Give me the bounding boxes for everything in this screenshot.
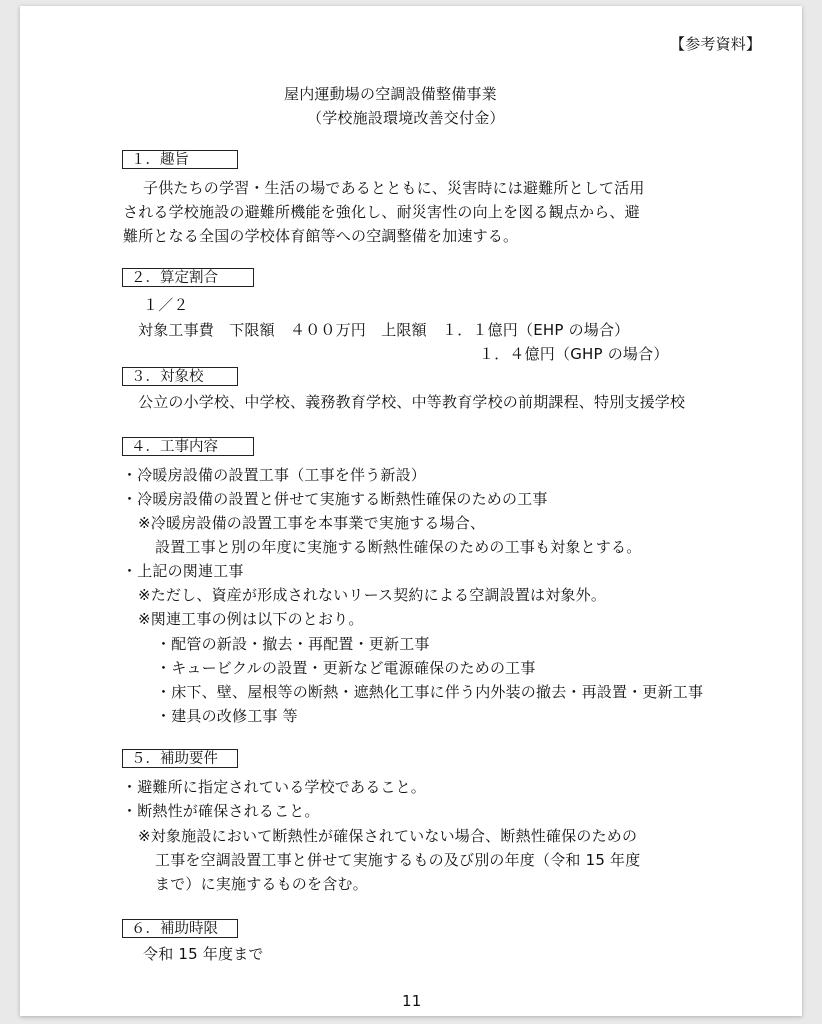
section-4-line: ・冷暖房設備の設置工事（工事を伴う新設） [122,466,427,484]
page-number: 11 [402,992,422,1010]
section-4-heading: ４．工事内容 [122,437,254,456]
section-4-line: ・冷暖房設備の設置と併せて実施する断熱性確保のための工事 [122,490,548,508]
section-4-line: ・建具の改修工事 等 [156,707,298,725]
section-4-line: ※関連工事の例は以下のとおり。 [138,610,364,628]
cost-range-line: 対象工事費 下限額 ４００万円 上限額 １．１億円（EHP の場合） [138,321,630,339]
cost-range-line-2: １．４億円（GHP の場合） [479,345,669,363]
section-5-line: ・避難所に指定されている学校であること。 [122,778,427,796]
document-title: 屋内運動場の空調設備整備事業 [284,85,497,103]
section-4-line: ・床下、壁、屋根等の断熱・遮熱化工事に伴う内外装の撤去・再設置・更新工事 [156,683,704,701]
section-1-line: 難所となる全国の学校体育館等への空調整備を加速する。 [123,227,519,245]
section-4-line: ・配管の新設・撤去・再配置・更新工事 [156,635,430,653]
section-4-line: ※冷暖房設備の設置工事を本事業で実施する場合、 [138,514,486,532]
section-1-line: される学校施設の避難所機能を強化し、耐災害性の向上を図る観点から、避 [123,203,640,221]
ratio-value: １／２ [143,296,189,314]
section-1-line: 子供たちの学習・生活の場であるとともに、災害時には避難所として活用 [143,179,645,197]
section-5-line: まで）に実施するものを含む。 [155,875,368,893]
section-6-line: 令和 15 年度まで [143,945,264,963]
section-2-heading: ２．算定割合 [122,268,254,287]
reference-label: 【参考資料】 [670,35,762,53]
section-4-line: ※ただし、資産が形成されないリース契約による空調設置は対象外。 [138,586,607,604]
section-5-line: 工事を空調設置工事と併せて実施するもの及び別の年度（令和 15 年度 [155,851,641,869]
section-3-line: 公立の小学校、中学校、義務教育学校、中等教育学校の前期課程、特別支援学校 [138,393,686,411]
section-3-heading: ３．対象校 [122,367,238,386]
section-1-heading: １．趣旨 [122,150,238,169]
section-4-line: ・上記の関連工事 [122,562,244,580]
section-5-line: ※対象施設において断熱性が確保されていない場合、断熱性確保のための [138,827,638,845]
document-page [20,6,802,1016]
section-5-heading: ５．補助要件 [122,749,238,768]
section-5-line: ・断熱性が確保されること。 [122,802,320,820]
section-4-line: 設置工事と別の年度に実施する断熱性確保のための工事も対象とする。 [155,538,642,556]
document-subtitle: （学校施設環境改善交付金） [307,109,505,127]
section-6-heading: ６．補助時限 [122,919,238,938]
section-4-line: ・キュービクルの設置・更新など電源確保のための工事 [156,659,536,677]
